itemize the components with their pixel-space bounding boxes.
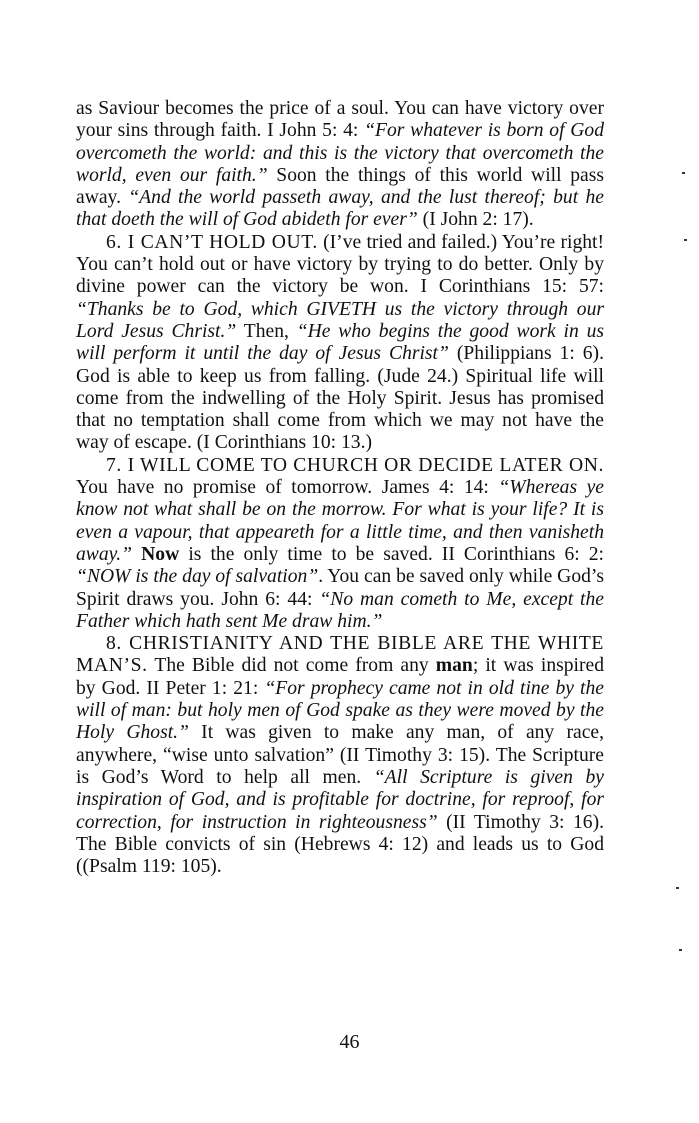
heading-text: 7. I WILL COME TO CHURCH OR DECIDE LATER ON. [106, 454, 604, 476]
body-text: (Philippians 1: 6). God is able to keep us from falling. (Jude 24.) Spiritual life will come from the indwelling of the Holy Spirit. Jesus has promised that no temptation shall come from which we may not have the way of escape. (I Corinthians 10: 13.) [76, 343, 604, 454]
heading-text: 6. I CAN’T HOLD OUT. [106, 231, 318, 253]
paragraph-1 [76, 98, 604, 232]
body-text: ; it was inspired by God. II Peter 1: 21: [76, 655, 604, 699]
body-text: The Bible did not come from any [147, 655, 436, 677]
scan-speck [682, 172, 685, 174]
scripture-quote: “For prophecy came not in old tine by the will of man: but holy men of God spake as they were moved by the Holy Ghost.” [76, 677, 604, 744]
body-text: as Saviour becomes the price of a soul. You can have victory over your sins through faith. I John 5: 4: [76, 98, 604, 142]
body-text: You have no promise of tomorrow. James 4: 14: [76, 477, 499, 499]
scripture-quote: “All Scripture is given by inspiration of God, and is profitable for doctrine, for reproof, for correction, for instruction in righteousness” [76, 766, 604, 833]
body-text: (I’ve tried and failed.) You’re right! You can’t hold out or have victory by trying to do better. Only by divine power can the victory be won. I Corinthians 15: 57: [76, 231, 605, 298]
body-text: (II Timothy 3: 16). The Bible convicts of sin (Hebrews 4: 12) and leads us to God ((Psalm 119: 105). [76, 811, 604, 878]
scripture-quote: “He who begins the good work in us will perform it until the day of Jesus Christ” [76, 320, 605, 365]
scripture-quote: “Thanks be to God, which GIVETH us the victory through our Lord Jesus Christ.” [76, 298, 604, 342]
scripture-quote: “Whereas ye know not what shall be on the morrow. For what is your life? It is even a vapour, that appeareth for a little time, and then vanisheth away.” [76, 477, 604, 565]
page-body [76, 98, 604, 878]
body-text: man [435, 655, 473, 677]
body-text: It was given to make any man, of any race, anywhere, “wise unto salvation” (II Timothy 3: 15). The Scripture is God’s Word to help all men. [76, 722, 604, 788]
scan-speck [676, 887, 679, 889]
scripture-quote: “NOW is the day of salvation” [76, 566, 319, 588]
body-text: Then, [236, 320, 297, 342]
scripture-quote: “No man cometh to Me, except the Father which hath sent Me draw him.” [76, 588, 604, 632]
heading-text: 8. CHRISTIANITY AND THE BIBLE ARE THE WHITE MAN’S. [76, 633, 604, 677]
body-text: Soon the things of this world will pass away. [76, 164, 604, 209]
paragraph-4 [76, 633, 604, 878]
scripture-quote: “For whatever is born of God overcometh the world: and this is the victory that overcometh the world, even our faith.” [76, 120, 605, 186]
body-text: is the only time to be saved. II Corinthians 6: 2: [179, 543, 605, 565]
page-number: 46 [339, 1031, 360, 1053]
body-text: . You can be saved only while God’s Spirit draws you. John 6: 44: [76, 566, 604, 610]
body-text: (I John 2: 17). [417, 209, 534, 231]
paragraph-3 [76, 455, 604, 633]
body-text: Now [132, 543, 180, 565]
scan-speck [684, 239, 687, 241]
paragraph-2 [76, 232, 604, 455]
scripture-quote: “And the world passeth away, and the lust thereof; but he that doeth the will of God abideth for ever” [76, 187, 604, 231]
scan-speck [679, 949, 682, 951]
